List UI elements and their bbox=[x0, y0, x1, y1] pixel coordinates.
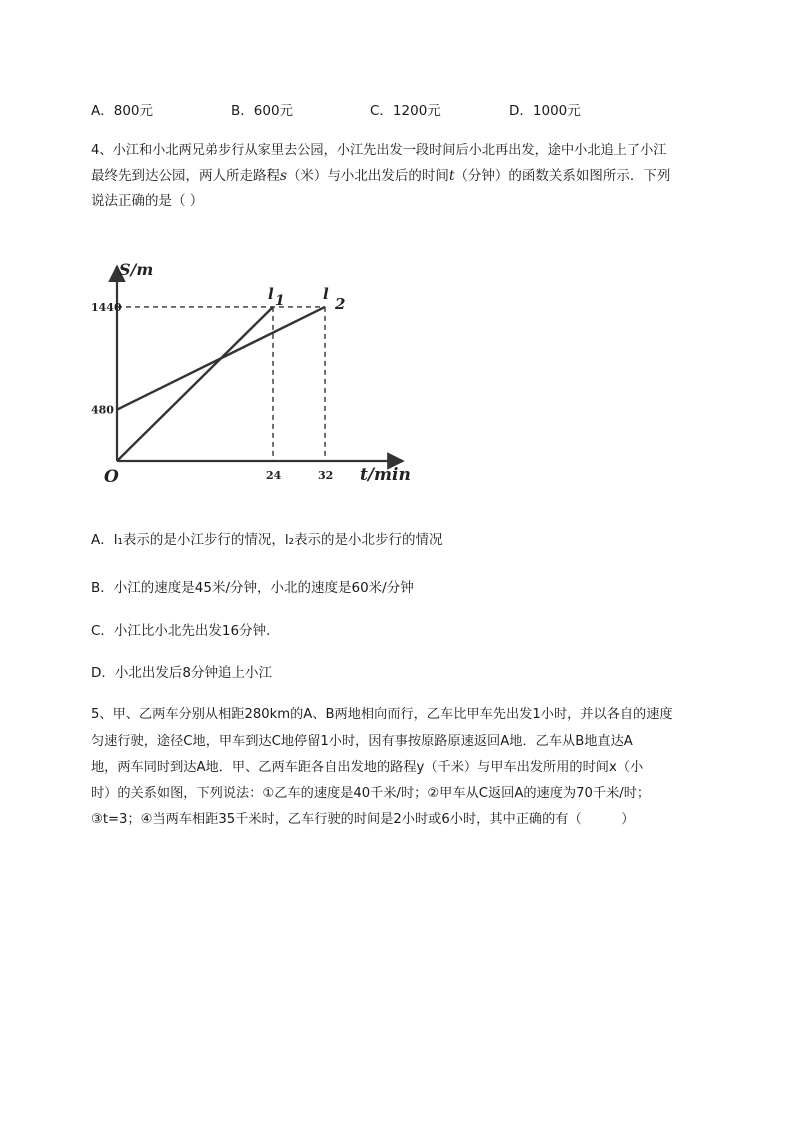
y-tick-label-1440: 1440 bbox=[91, 300, 122, 314]
distance-time-chart bbox=[0, 250, 794, 530]
q4-stem-line2-a: 最终先到达公园，两人所走路程 bbox=[91, 168, 280, 184]
q5-line3: 地，两车同时到达A地．甲、乙两车距各自出发地的路程y（千米）与甲车出发所用的时间x（小 bbox=[91, 760, 644, 775]
series-label-l2: l bbox=[323, 284, 329, 303]
q5-line1: 5、甲、乙两车分别从相距280km的A、B两地相向而行，乙车比甲车先出发1小时，并以各自的速度 bbox=[91, 707, 673, 722]
y-tick-label-480: 480 bbox=[91, 403, 114, 417]
series-subscript-l2: 2 bbox=[335, 294, 346, 313]
q3-option-d: D．1000元 bbox=[509, 103, 581, 119]
q4-option-c: C．小江比小北先出发16分钟． bbox=[91, 623, 280, 639]
series-line-l1 bbox=[117, 307, 273, 461]
q4-stem-line2 bbox=[91, 166, 670, 186]
q5-line4: 时）的关系如图，下列说法：①乙车的速度是40千米/时；②甲车从C返回A的速度为70千米/时； bbox=[91, 786, 651, 801]
x-tick-label-32: 32 bbox=[318, 469, 334, 482]
q4-var-t: t bbox=[448, 168, 455, 184]
q4-option-d: D．小北出发后8分钟追上小江 bbox=[91, 665, 272, 681]
q3-option-a: A．800元 bbox=[91, 103, 154, 119]
q3-option-c: C．1200元 bbox=[370, 103, 441, 119]
series-subscript-l1: 1 bbox=[275, 292, 285, 309]
q5-line5: ③t=3；④当两车相距35千米时，乙车行驶的时间是2小时或6小时，其中正确的有（ ） bbox=[91, 812, 635, 827]
q3-option-b: B．600元 bbox=[231, 103, 294, 119]
q4-option-a: A．l₁表示的是小江步行的情况，l₂表示的是小北步行的情况 bbox=[91, 532, 443, 548]
series-label-l1: l bbox=[268, 284, 274, 303]
q5-line2: 匀速行驶，途径C地，甲车到达C地停留1小时，因有事按原路原速返回A地．乙车从B地直达A bbox=[91, 734, 633, 749]
origin-label: O bbox=[104, 467, 119, 487]
y-axis-label: S/m bbox=[119, 260, 154, 279]
q4-stem-line2-b: （米）与小北出发后的时间 bbox=[286, 168, 449, 184]
q4-stem-line2-c: （分钟）的函数关系如图所示．下列 bbox=[454, 168, 671, 184]
q4-var-s: s bbox=[280, 168, 287, 184]
q4-stem-line1: 4、小江和小北两兄弟步行从家里去公园，小江先出发一段时间后小北再出发，途中小北追上了小江 bbox=[91, 143, 667, 158]
q4-stem-line3: 说法正确的是（ ） bbox=[91, 193, 204, 209]
x-axis-label: t/min bbox=[360, 465, 411, 485]
x-tick-label-24: 24 bbox=[266, 469, 282, 482]
q4-option-b: B．小江的速度是45米/分钟，小北的速度是60米/分钟 bbox=[91, 580, 414, 596]
series-line-l2 bbox=[117, 307, 325, 410]
